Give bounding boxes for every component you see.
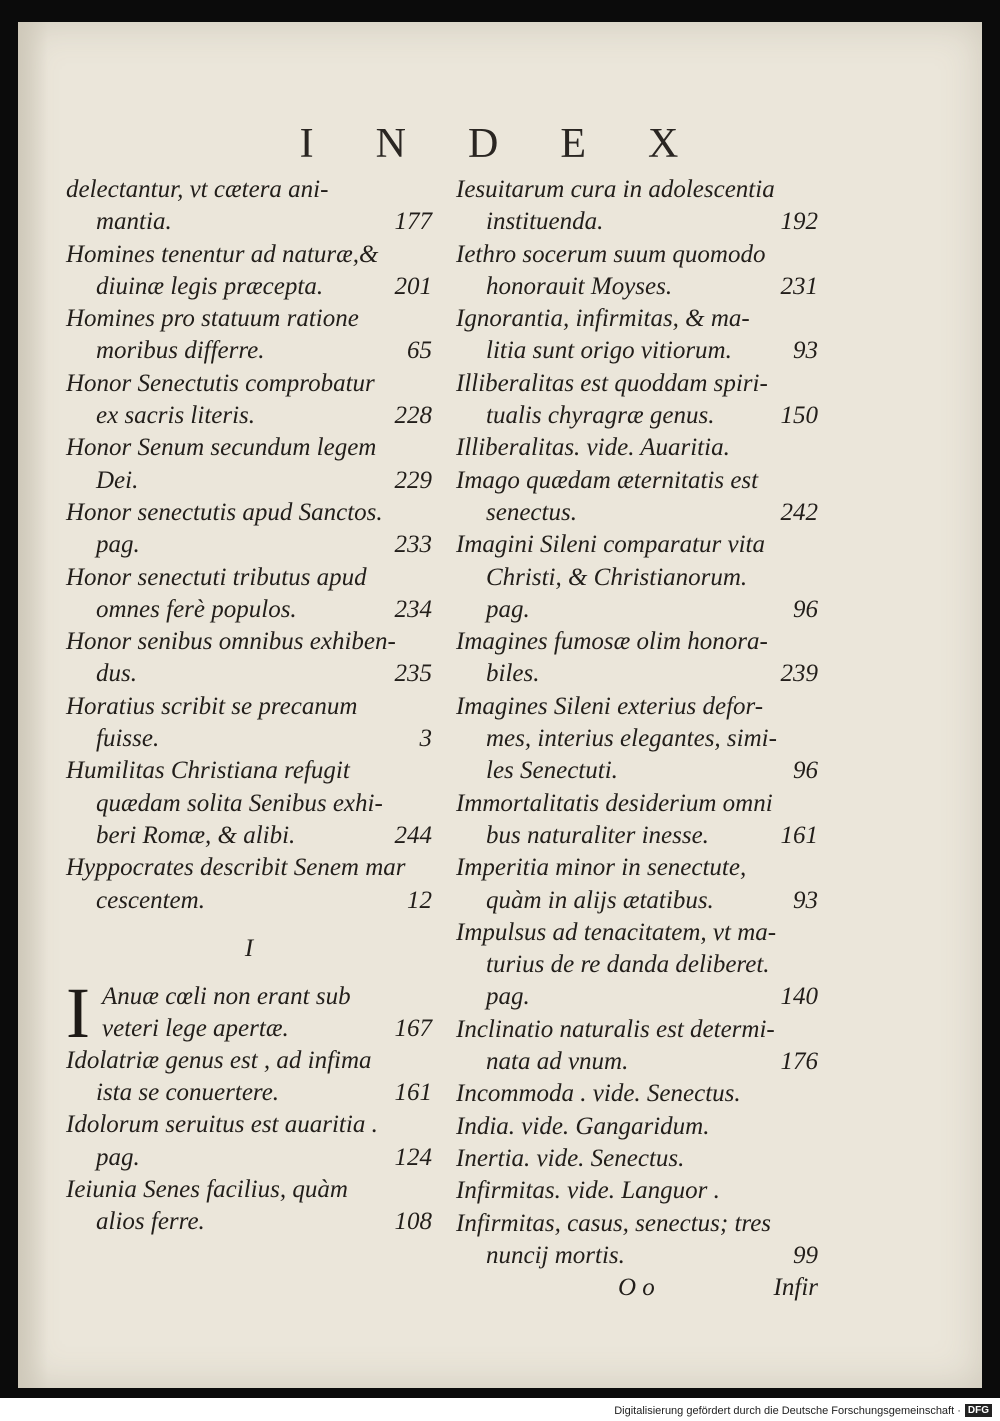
page-number: 235 — [394, 660, 432, 688]
page-number: 93 — [793, 337, 818, 365]
index-line — [66, 239, 432, 271]
entry-text: les Senectuti. — [486, 757, 618, 785]
index-line — [456, 691, 818, 723]
index-line — [456, 1143, 818, 1175]
index-line — [66, 497, 432, 529]
index-line — [456, 1240, 818, 1272]
entry-text: Inertia. vide. Senectus. — [456, 1144, 685, 1172]
index-line — [66, 206, 432, 238]
index-line — [66, 1174, 432, 1206]
index-line — [66, 303, 432, 335]
page-number: 192 — [780, 208, 818, 236]
entry-text: Honor senectutis apud Sanctos. — [66, 498, 383, 526]
entry-text: litia sunt origo vitiorum. — [486, 337, 732, 365]
entry-text: Idolatriæ genus est , ad infima — [66, 1046, 372, 1074]
entry-text: Imperitia minor in senectute, — [456, 854, 747, 882]
index-line — [456, 335, 818, 367]
entry-text: biles. — [486, 660, 540, 688]
page-number: 99 — [793, 1241, 818, 1269]
index-line — [66, 1045, 432, 1077]
entry-text: Honor senibus omnibus exhiben- — [66, 628, 396, 656]
index-line — [456, 788, 818, 820]
entry-text: nata ad vnum. — [486, 1048, 629, 1076]
page-number: 93 — [793, 886, 818, 914]
entry-text: bus naturaliter inesse. — [486, 821, 709, 849]
entry-text: Homines tenentur ad naturæ,& — [66, 240, 379, 268]
index-line — [456, 174, 818, 206]
index-line — [456, 885, 818, 917]
index-line — [456, 658, 818, 690]
page-number: 96 — [793, 595, 818, 623]
entry-text: tualis chyragræ genus. — [486, 402, 715, 430]
entry-text: Imagines Sileni exterius defor- — [456, 692, 764, 720]
page-number: 233 — [394, 531, 432, 559]
index-line — [456, 820, 818, 852]
index-line — [66, 1077, 432, 1109]
index-line — [66, 335, 432, 367]
page-number: 176 — [780, 1048, 818, 1076]
entry-text: senectus. — [486, 498, 577, 526]
index-line — [66, 1142, 432, 1174]
index-line — [456, 1046, 818, 1078]
dfg-logo: DFG — [965, 1404, 992, 1417]
index-line — [456, 755, 818, 787]
entry-text: Infirmitas. vide. Languor . — [456, 1177, 720, 1205]
index-line — [456, 206, 818, 238]
entry-text: mantia. — [96, 208, 172, 236]
index-line — [66, 271, 432, 303]
index-line — [66, 788, 432, 820]
entry-text: pag. — [96, 531, 140, 559]
digitization-footer — [614, 1404, 992, 1417]
index-line — [456, 400, 818, 432]
entry-text: Idolorum seruitus est auaritia . — [66, 1111, 378, 1139]
entry-text: quàm in alijs ætatibus. — [486, 886, 714, 914]
page-number: 228 — [394, 402, 432, 430]
index-line — [456, 1208, 818, 1240]
entry-text: ex sacris literis. — [96, 402, 256, 430]
entry-text: instituenda. — [486, 208, 604, 236]
entry-text: Ignorantia, infirmitas, & ma- — [456, 305, 750, 333]
index-line — [456, 432, 818, 464]
entry-text: Inclinatio naturalis est determi- — [456, 1015, 775, 1043]
entry-text: nuncij mortis. — [486, 1241, 625, 1269]
entry-text: Humilitas Christiana refugit — [66, 757, 350, 785]
entry-text: Immortalitatis desiderium omni — [456, 789, 773, 817]
index-line — [456, 917, 818, 949]
index-line — [66, 529, 432, 561]
index-line — [456, 981, 818, 1013]
page-gutter — [18, 22, 48, 1388]
entry-text: Iethro socerum suum quomodo — [456, 240, 766, 268]
index-line — [66, 400, 432, 432]
index-line — [66, 820, 432, 852]
index-line — [456, 529, 818, 561]
entry-text: Horatius scribit se precanum — [66, 692, 358, 720]
entry-text: India. vide. Gangaridum. — [456, 1112, 710, 1140]
index-line — [456, 562, 818, 594]
entry-text: Homines pro statuum ratione — [66, 305, 359, 333]
entry-text: Christi, & Christianorum. — [486, 563, 748, 591]
index-line — [66, 562, 432, 594]
index-line — [456, 1078, 818, 1110]
page-number: 150 — [780, 402, 818, 430]
page-header: INDEX — [299, 121, 741, 167]
entry-text: Imago quædam æternitatis est — [456, 466, 759, 494]
entry-text: Imagini Sileni comparatur vita — [456, 531, 765, 559]
entry-text: cescentem. — [96, 886, 205, 914]
page-number: 108 — [394, 1208, 432, 1236]
index-line — [66, 174, 432, 206]
entry-text: Illiberalitas. vide. Auaritia. — [456, 434, 730, 462]
section-letter: I — [244, 934, 254, 962]
page-number: 96 — [793, 757, 818, 785]
page-number: 3 — [419, 725, 432, 753]
index-line — [66, 755, 432, 787]
index-line — [456, 852, 818, 884]
entry-text: mes, interius elegantes, simi- — [486, 725, 777, 753]
index-line — [66, 368, 432, 400]
index-line — [66, 432, 432, 464]
index-line — [456, 1014, 818, 1046]
page-number: 231 — [780, 272, 818, 300]
entry-text: Impulsus ad tenacitatem, vt ma- — [456, 918, 777, 946]
index-line — [66, 885, 432, 917]
entry-text: pag. — [96, 1143, 140, 1171]
page-number: 161 — [394, 1079, 432, 1107]
index-line — [456, 239, 818, 271]
page-number: 229 — [394, 466, 432, 494]
entry-text: quædam solita Senibus exhi- — [96, 789, 383, 817]
catchword: Infir — [773, 1274, 818, 1301]
index-line — [456, 497, 818, 529]
page-number: 201 — [394, 272, 432, 300]
index-line — [66, 626, 432, 658]
page-number: 12 — [407, 886, 432, 914]
entry-text: Iesuitarum cura in adolescentia — [456, 176, 775, 203]
left-column — [66, 174, 432, 1239]
entry-text: honorauit Moyses. — [486, 272, 673, 300]
index-line — [456, 303, 818, 335]
index-line — [66, 1109, 432, 1141]
page-number: 177 — [394, 208, 432, 236]
entry-text: Anuæ cœli non erant sub — [102, 982, 351, 1010]
page-number: 239 — [780, 660, 818, 688]
entry-text: delectantur, vt cætera ani- — [66, 176, 329, 203]
entry-text: Honor senectuti tributus apud — [66, 563, 367, 591]
index-line — [66, 723, 432, 755]
signature-mark: O o — [618, 1274, 655, 1301]
index-line — [456, 723, 818, 755]
page-number: 167 — [394, 1014, 432, 1042]
index-line — [456, 1175, 818, 1207]
page-number: 161 — [780, 821, 818, 849]
entry-text: beri Romæ, & alibi. — [96, 821, 296, 849]
page-number: 124 — [394, 1143, 432, 1171]
entry-text: dus. — [96, 660, 137, 688]
page-number: 244 — [394, 821, 432, 849]
entry-text: alios ferre. — [96, 1208, 205, 1236]
index-line — [456, 368, 818, 400]
entry-text: Honor Senum secundum legem — [66, 434, 377, 462]
entry-text: fuisse. — [96, 725, 160, 753]
drop-cap-entry — [66, 972, 432, 1053]
entry-text: omnes ferè populos. — [96, 595, 297, 623]
entry-text: Hyppocrates describit Senem mar — [66, 854, 406, 882]
index-line — [66, 465, 432, 497]
index-line — [66, 852, 432, 884]
index-line — [66, 658, 432, 690]
entry-text: moribus differre. — [96, 337, 265, 365]
index-line — [66, 1206, 432, 1238]
entry-text: Incommoda . vide. Senectus. — [456, 1080, 741, 1108]
entry-text: pag. — [486, 983, 530, 1011]
index-line — [456, 1111, 818, 1143]
entry-text: ista se conuertere. — [96, 1079, 280, 1107]
index-line — [456, 271, 818, 303]
right-column — [456, 174, 818, 1272]
page-number: 242 — [780, 498, 818, 526]
index-line — [66, 691, 432, 723]
entry-text: Infirmitas, casus, senectus; tres — [456, 1209, 772, 1237]
page-number: 65 — [407, 337, 432, 365]
entry-text: Ieiunia Senes facilius, quàm — [66, 1176, 348, 1204]
entry-text: Imagines fumosæ olim honora- — [456, 628, 768, 656]
footer-text: Digitalisierung gefördert durch die Deutsche Forschungsgemeinschaft · — [614, 1404, 961, 1417]
index-line — [456, 594, 818, 626]
entry-text: diuinæ legis præcepta. — [96, 272, 324, 300]
entry-text: Dei. — [96, 466, 139, 494]
page-number: 140 — [780, 983, 818, 1011]
index-line — [456, 626, 818, 658]
page-number: 234 — [394, 595, 432, 623]
entry-text: pag. — [486, 595, 530, 623]
index-line — [66, 594, 432, 626]
entry-text: Honor Senectutis comprobatur — [66, 369, 375, 397]
index-line — [456, 465, 818, 497]
book-page — [18, 22, 982, 1388]
index-line — [456, 949, 818, 981]
entry-text: Illiberalitas est quoddam spiri- — [456, 369, 768, 397]
drop-cap: I — [66, 972, 90, 1053]
entry-text: veteri lege apertæ. — [102, 1014, 289, 1042]
entry-text: turius de re danda deliberet. — [486, 951, 770, 979]
